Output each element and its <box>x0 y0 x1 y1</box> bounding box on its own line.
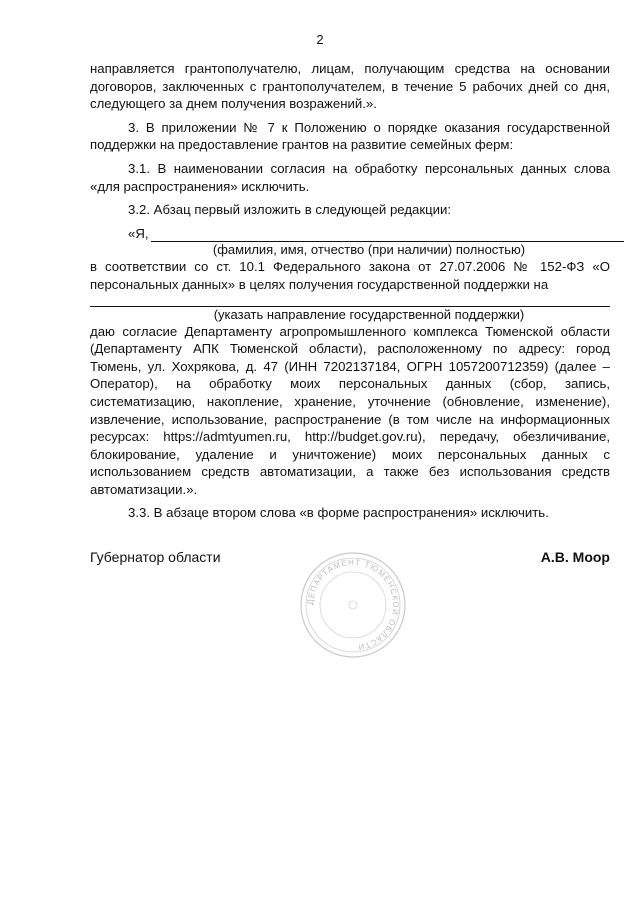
caption-full-name: (фамилия, имя, отчество (при наличии) полностью) <box>212 242 526 258</box>
paragraph-item-3-1: 3.1. В наименовании согласия на обработку персональных данных слова «для распространения» исключить. <box>90 160 610 194</box>
blank-rule-support <box>90 294 610 307</box>
signatory-name: А.В. Моор <box>540 549 610 565</box>
paragraph-item-3-3: 3.3. В абзаце втором слова «в форме распространения» исключить. <box>128 505 549 521</box>
paragraph-consent: даю согласие Департаменту агропромышленного комплекса Тюменской области (Департаменту АПК Тюменской области), расположенному по адресу: город Тюмень, ул. Хохрякова, д. 47 (ИНН 7202137184, ОГРН 1057200712359) (далее – Оператор), на обработку моих персональных данных (сбор, запись, систематизацию, накопление, хранение, уточнение (обновление, изменение), извлечение, использование, распространение (в том числе на информационных ресурсах: https://admtyumen.ru, http://budget.gov.ru), передачу, обезличивание, блокирование, удаление и уничтожение) моих персональных данных с использованием средств автоматизации, а также без использования средств автоматизации.». <box>90 323 610 497</box>
signatory-role: Губернатор области <box>90 549 221 565</box>
paragraph-item-3-2: 3.2. Абзац первый изложить в следующей редакции: <box>128 202 452 218</box>
blank-rule <box>151 228 624 242</box>
paragraph-law-reference: в соответствии со ст. 10.1 Федерального закона от 27.07.2006 № 152-ФЗ «О персональных данных» в целях получения государственной поддержки на <box>90 259 610 292</box>
document-body <box>90 60 610 522</box>
seal-text: ДЕПАРТАМЕНТ ТЮМЕНСКОЙ ОБЛАСТИ <box>305 557 401 652</box>
paragraph-continuation: направляется грантополучателю, лицам, получающим средства на основании договоров, заключенных с грантополучателем, в течение 5 рабочих дней со дня, следующего за днем получения возражений.». <box>90 61 610 112</box>
page-number: 2 <box>316 32 324 47</box>
fill-line-label: «Я, <box>128 225 149 241</box>
name-fill-line <box>90 225 610 243</box>
paragraph-item-3: 3. В приложении № 7 к Положению о порядке оказания государственной поддержки на предоставление грантов на развитие семейных ферм: <box>90 119 610 153</box>
official-seal-stamp <box>298 550 408 660</box>
caption-support-direction: (указать направление государственной поддержки) <box>213 306 525 322</box>
